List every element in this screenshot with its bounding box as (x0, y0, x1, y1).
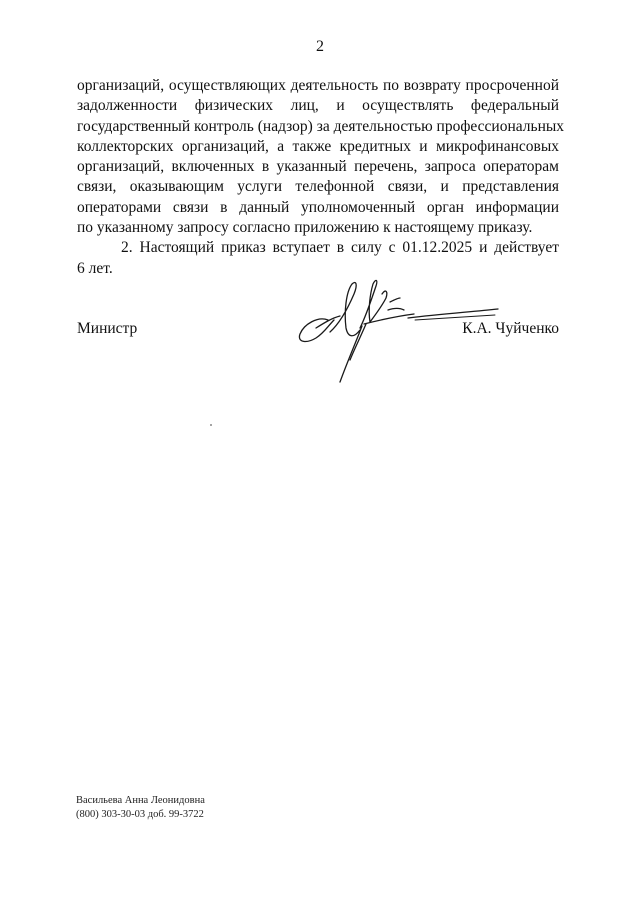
scan-speck (210, 424, 212, 426)
text-line: организаций, осуществляющих деятельность по возврату просроченной (77, 77, 559, 94)
text-line: государственный контроль (надзор) за деятельностью профессиональных (77, 117, 565, 135)
text-line: коллекторских организаций, а также кредитных и микрофинансовых (77, 137, 559, 155)
document-body (77, 76, 565, 279)
text-line: 6 лет. (77, 259, 113, 277)
text-line: организаций, включенных в указанный перечень, запроса операторам (77, 158, 559, 176)
page-number: 2 (316, 38, 324, 55)
text-line: 2. Настоящий приказ вступает в силу с 01.12.2025 и действует (121, 239, 559, 257)
executor-info (76, 794, 205, 821)
signer-name: К.А. Чуйченко (462, 320, 559, 337)
executor-phone: (800) 303-30-03 доб. 99-3722 (76, 808, 204, 820)
signer-position: Министр (77, 320, 138, 337)
text-line: по указанному запросу согласно приложению к настоящему приказу. (77, 219, 533, 237)
text-line: задолженности физических лиц, и осуществлять федеральный (77, 97, 559, 115)
handwritten-signature (290, 268, 505, 386)
paragraph-1-continuation (77, 76, 565, 238)
text-line: операторами связи в данный уполномоченный орган информации (77, 198, 559, 216)
text-line: связи, оказывающим услуги телефонной связи, и представления (77, 178, 559, 196)
executor-name: Васильева Анна Леонидовна (76, 795, 205, 806)
